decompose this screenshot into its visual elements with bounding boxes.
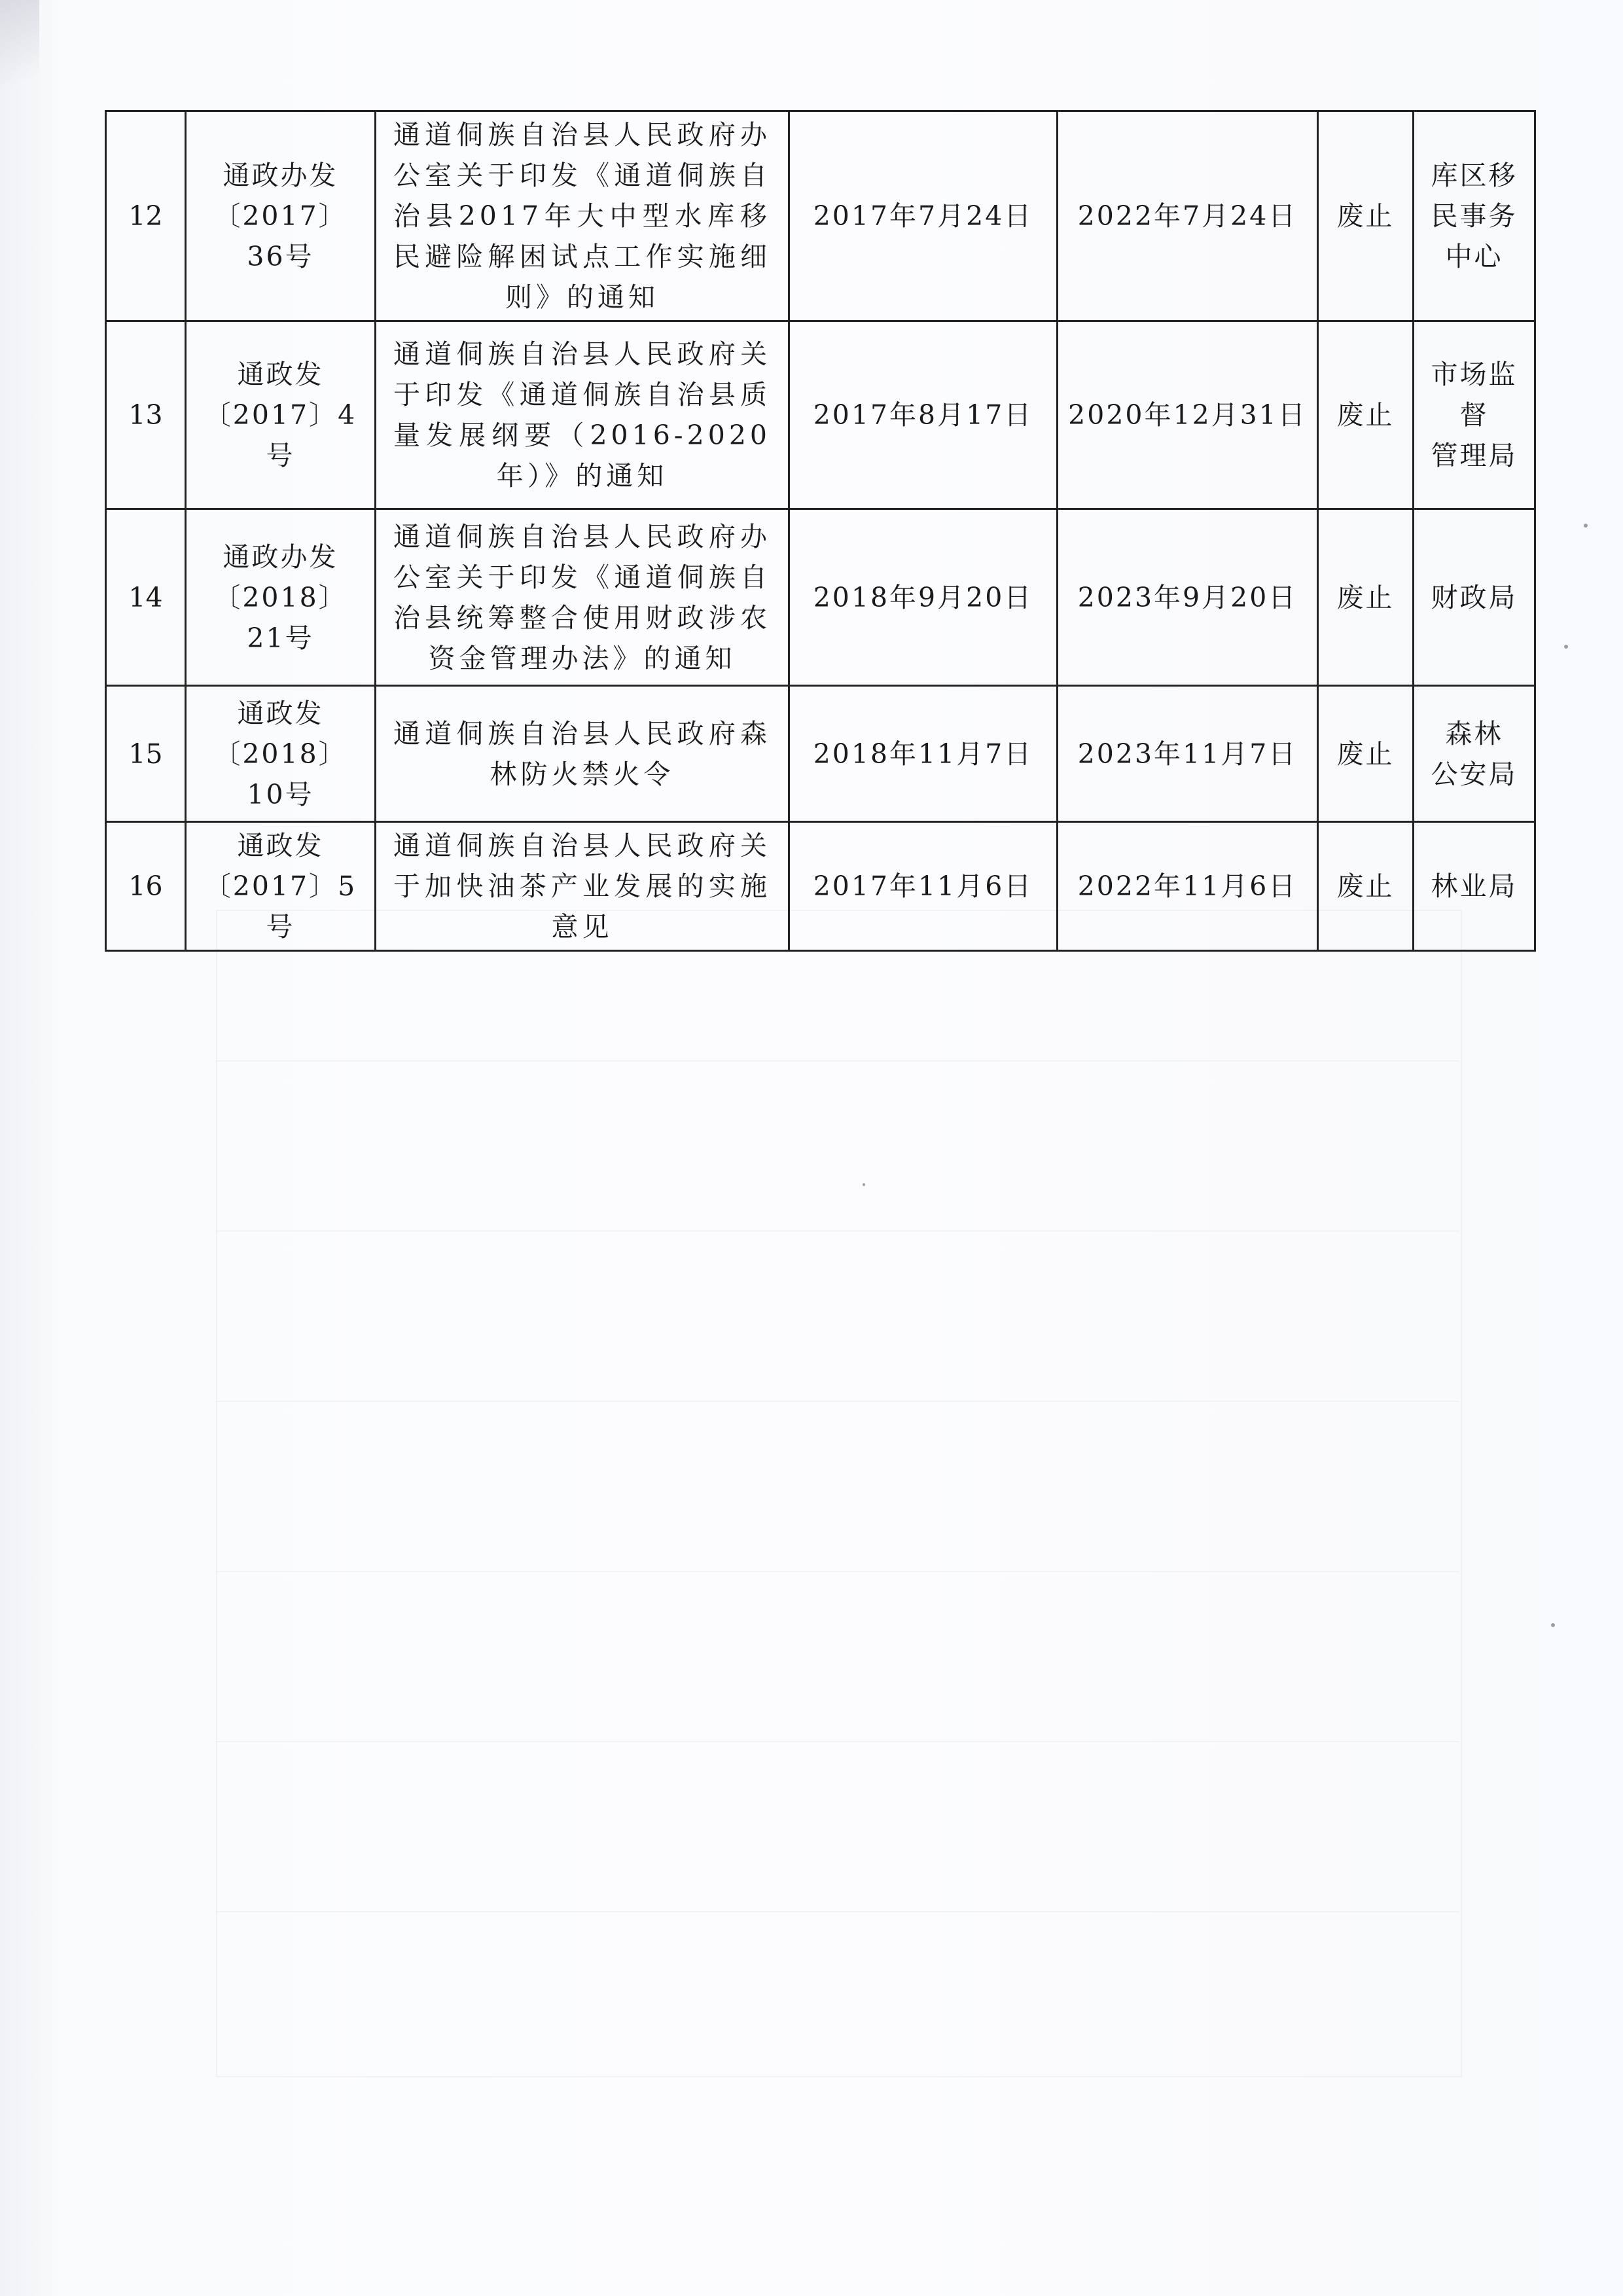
table-row [106, 321, 1535, 509]
row-index: 13 [106, 321, 186, 509]
expiry-date: 2020年12月31日 [1058, 321, 1318, 509]
table-row [106, 111, 1535, 321]
document-title: 通道侗族自治县人民政府关于加快油茶产业发展的实施意见 [376, 822, 789, 951]
row-index: 16 [106, 822, 186, 951]
bleed-through-line [216, 1230, 1459, 1232]
expiry-date: 2022年7月24日 [1058, 111, 1318, 321]
scan-speck [1584, 524, 1588, 528]
document-number: 通政发 〔2017〕4号 [186, 321, 376, 509]
repealed-documents-table [105, 110, 1536, 952]
expiry-date: 2022年11月6日 [1058, 822, 1318, 951]
document-number: 通政办发 〔2018〕 21号 [186, 509, 376, 686]
scan-edge-shadow [0, 0, 39, 118]
responsible-department: 财政局 [1414, 509, 1535, 686]
status-cell: 废止 [1318, 321, 1414, 509]
status-cell: 废止 [1318, 509, 1414, 686]
responsible-department: 库区移 民事务 中心 [1414, 111, 1535, 321]
table-row [106, 686, 1535, 822]
bleed-through-line [216, 1060, 1459, 1062]
responsible-department: 林业局 [1414, 822, 1535, 951]
document-title: 通道侗族自治县人民政府办公室关于印发《通道侗族自治县2017年大中型水库移民避险解困试点工作实施细则》的通知 [376, 111, 789, 321]
row-index: 12 [106, 111, 186, 321]
document-title: 通道侗族自治县人民政府关于印发《通道侗族自治县质量发展纲要（2016-2020年）》的通知 [376, 321, 789, 509]
expiry-date: 2023年11月7日 [1058, 686, 1318, 822]
issue-date: 2018年9月20日 [789, 509, 1058, 686]
bleed-through-table-shadow [216, 910, 1462, 2077]
bleed-through-line [216, 1911, 1459, 1912]
scan-speck [863, 1183, 865, 1186]
issue-date: 2017年7月24日 [789, 111, 1058, 321]
document-number: 通政办发 〔2017〕 36号 [186, 111, 376, 321]
responsible-department: 市场监督 管理局 [1414, 321, 1535, 509]
table-row [106, 822, 1535, 951]
scan-speck [1564, 645, 1568, 649]
issue-date: 2017年8月17日 [789, 321, 1058, 509]
table-row [106, 509, 1535, 686]
row-index: 15 [106, 686, 186, 822]
document-number: 通政发 〔2018〕 10号 [186, 686, 376, 822]
responsible-department: 森林 公安局 [1414, 686, 1535, 822]
issue-date: 2017年11月6日 [789, 822, 1058, 951]
row-index: 14 [106, 509, 186, 686]
expiry-date: 2023年9月20日 [1058, 509, 1318, 686]
bleed-through-line [216, 1741, 1459, 1742]
bleed-through-line [216, 1571, 1459, 1572]
document-number: 通政发 〔2017〕5号 [186, 822, 376, 951]
issue-date: 2018年11月7日 [789, 686, 1058, 822]
status-cell: 废止 [1318, 111, 1414, 321]
document-title: 通道侗族自治县人民政府办公室关于印发《通道侗族自治县统筹整合使用财政涉农资金管理办法》的通知 [376, 509, 789, 686]
scan-speck [1551, 1623, 1555, 1627]
bleed-through-line [216, 1401, 1459, 1402]
document-title: 通道侗族自治县人民政府森林防火禁火令 [376, 686, 789, 822]
status-cell: 废止 [1318, 822, 1414, 951]
status-cell: 废止 [1318, 686, 1414, 822]
